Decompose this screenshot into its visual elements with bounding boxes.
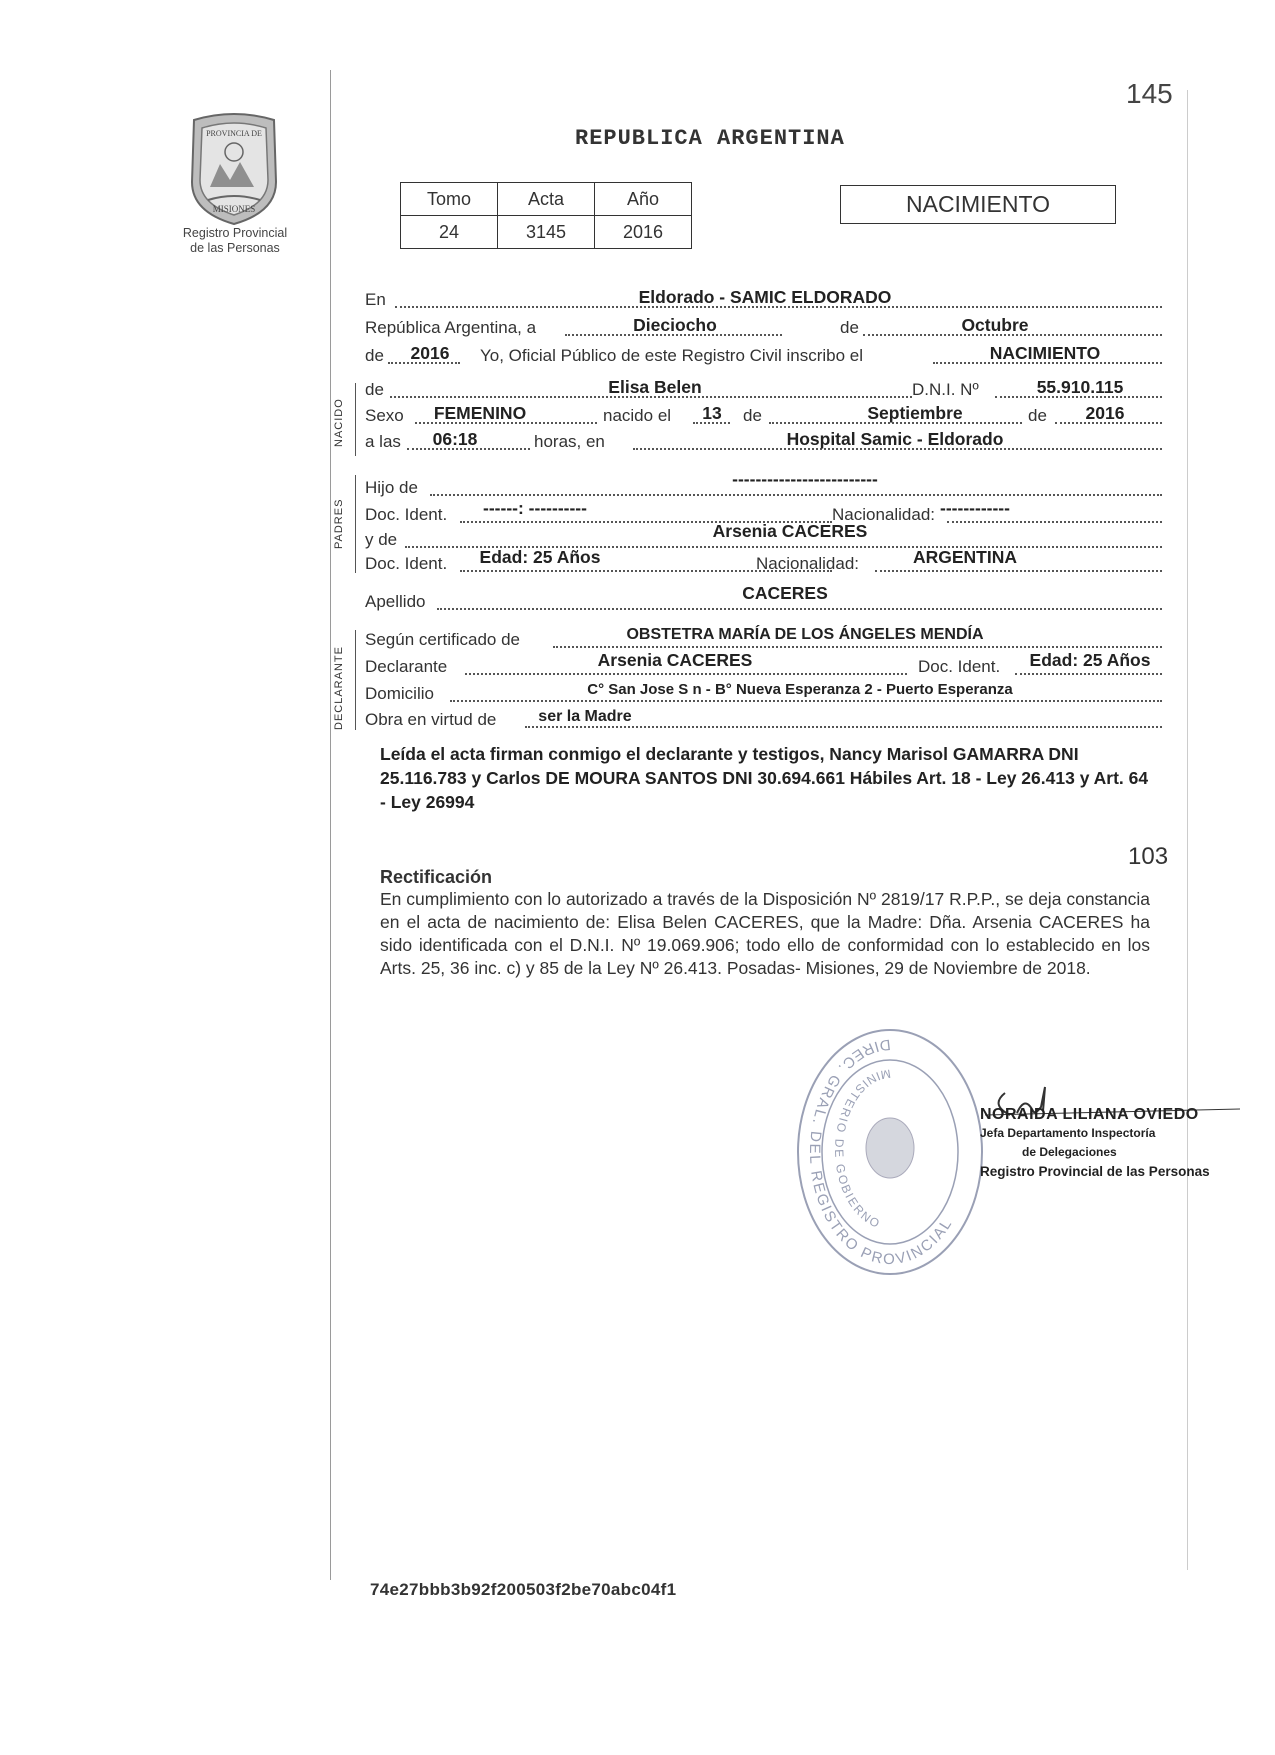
record-table-header-row	[401, 183, 692, 216]
registry-line2: de las Personas	[190, 241, 280, 255]
hijo-value: -------------------------	[732, 469, 878, 489]
side-label-nacido: NACIDO	[333, 398, 345, 447]
en-value: Eldorado - SAMIC ELDORADO	[638, 287, 892, 307]
record-table-value-row	[401, 216, 692, 249]
nac-anio-value: 2016	[1085, 403, 1125, 423]
row-obra	[365, 708, 1162, 730]
doc3-label: Doc. Ident.	[918, 657, 1001, 676]
row-republica	[365, 316, 1162, 338]
nac2-value: ARGENTINA	[912, 547, 1018, 567]
obra-value: ser la Madre	[538, 708, 632, 725]
republica-label: República Argentina, a	[365, 318, 537, 337]
registry-name	[165, 226, 305, 256]
stamp-inner-text: MINISTERIO DE GOBIERNO	[831, 1066, 892, 1232]
horas-label: horas, en	[534, 432, 605, 451]
row-hijo	[365, 469, 1162, 498]
registry-line1: Registro Provincial	[182, 226, 288, 240]
doc2-label: Doc. Ident.	[365, 554, 448, 573]
doc1-label: Doc. Ident.	[365, 505, 448, 524]
dots	[875, 570, 1162, 572]
record-header-acta: Acta	[498, 183, 595, 216]
signer-registry: Registro Provincial de las Personas	[980, 1164, 1210, 1179]
doc2-value: Edad: 25 Años	[479, 547, 601, 567]
nac2-label: Nacionalidad:	[756, 554, 860, 573]
record-value-acta: 3145	[498, 216, 595, 249]
a-las-label: a las	[365, 432, 401, 451]
de4-label: de	[743, 406, 762, 425]
nac1-label: Nacionalidad:	[832, 505, 936, 524]
signer-title: Jefa Departamento Inspectoría	[980, 1126, 1156, 1140]
record-table	[400, 182, 692, 249]
tipo-value: NACIMIENTO	[989, 343, 1101, 363]
margin-line	[330, 70, 331, 1580]
nac-dia-value: 13	[702, 403, 722, 423]
doc3-value: Edad: 25 Años	[1029, 650, 1151, 670]
dom-label: Domicilio	[365, 684, 434, 703]
en-label: En	[365, 290, 386, 309]
right-margin-line	[1187, 90, 1188, 1570]
rectificacion-heading: Rectificación	[380, 867, 493, 887]
registry-stamp-icon	[790, 1020, 990, 1280]
signer-department: de Delegaciones	[1022, 1145, 1117, 1159]
doc1-value: ------: ----------	[483, 498, 587, 518]
lugar-value: Hospital Samic - Eldorado	[786, 429, 1004, 449]
cert-value: OBSTETRA MARÍA DE LOS ÁNGELES MENDÍA	[626, 626, 984, 643]
row-en	[365, 288, 1162, 310]
dots	[947, 521, 1162, 523]
declarante-bracket	[355, 630, 356, 730]
row-doc2	[365, 547, 1162, 574]
nacido-bracket	[355, 383, 356, 456]
sexo-value: FEMENINO	[433, 403, 527, 423]
document-title: REPUBLICA ARGENTINA	[575, 126, 845, 151]
madre-value: Arsenia CACERES	[712, 521, 868, 541]
leida-paragraph: Leída el acta firman conmigo el declarante y testigos, Nancy Marisol GAMARRA DNI 25.116.783 y Carlos DE MOURA SANTOS DNI 30.694.661 Hábiles Art. 18 - Ley 26.413 y Art. 64 - Ley 26994	[380, 744, 1149, 812]
row-nombre	[365, 378, 1162, 400]
row-anio	[365, 344, 1162, 366]
side-label-declarante: DECLARANTE	[333, 646, 345, 730]
padres-bracket	[355, 475, 356, 573]
de-label: de	[840, 318, 859, 337]
dni-value: 55.910.115	[1036, 377, 1124, 397]
dots	[465, 673, 907, 675]
row-sexo	[365, 404, 1162, 426]
document-hash: 74e27bbb3b92f200503f2be70abc04f1	[370, 1580, 677, 1599]
cert-label: Según certificado de	[365, 630, 520, 649]
decl-value: Arsenia CACERES	[597, 650, 753, 670]
nac-mes-value: Septiembre	[867, 403, 963, 423]
de2-label: de	[365, 346, 384, 365]
hora-value: 06:18	[432, 429, 478, 449]
row-declarante	[365, 650, 1162, 677]
dots	[553, 646, 1162, 648]
row-domicilio	[365, 682, 1162, 704]
provincia-misiones-seal-icon	[180, 112, 288, 227]
record-value-anio: 2016	[595, 216, 692, 249]
nac1-value: ------------	[940, 498, 1010, 518]
sexo-label: Sexo	[365, 406, 404, 425]
dots	[525, 726, 1162, 728]
dots	[437, 608, 1162, 610]
logo-text-bottom: MISIONES	[212, 204, 256, 214]
nombre-value: Elisa Belen	[608, 377, 702, 397]
record-header-tomo: Tomo	[401, 183, 498, 216]
anio-value: 2016	[410, 343, 450, 363]
record-value-tomo: 24	[401, 216, 498, 249]
page-number: 145	[1126, 78, 1173, 109]
dots	[430, 494, 1162, 496]
rectificacion-number: 103	[1128, 843, 1169, 870]
mes-value: Octubre	[961, 315, 1029, 335]
yo-label: Yo, Oficial Público de este Registro Civil inscribo el	[480, 346, 863, 365]
apellido-label: Apellido	[365, 592, 426, 611]
nacido-label: nacido el	[603, 406, 672, 425]
record-type-box: NACIMIENTO	[840, 185, 1116, 224]
row-certificado	[365, 628, 1162, 650]
yde-label: y de	[365, 530, 398, 549]
side-label-padres: PADRES	[333, 498, 345, 549]
dni-label: D.N.I. Nº	[912, 380, 979, 399]
signature-block	[980, 1105, 1240, 1181]
signer-name: NORAIDA LILIANA OVIEDO	[980, 1106, 1199, 1123]
row-apellido	[365, 583, 1162, 612]
row-hora	[365, 430, 1162, 452]
decl-label: Declarante	[365, 657, 448, 676]
obra-label: Obra en virtud de	[365, 710, 497, 729]
rectificacion-text: En cumplimiento con lo autorizado a través de la Disposición Nº 2819/17 R.P.P., se deja constancia en el acta de nacimiento de: Elisa Belen CACERES, que la Madre: Dña. Arsenia CACERES ha sido identificada con el D.N.I. Nº 19.069.906; todo ello de conformidad con lo establecido en los Arts. 25, 36 inc. c) y 85 de la Ley Nº 26.413. Posadas- Misiones, 29 de Noviembre de 2018.	[380, 889, 1150, 978]
hijo-label: Hijo de	[365, 478, 418, 497]
dom-value: C° San Jose S n - B° Nueva Esperanza 2 - Puerto Esperanza	[587, 681, 1013, 698]
de3-label: de	[365, 380, 384, 399]
dia-value: Dieciocho	[633, 315, 717, 335]
dots	[1015, 673, 1162, 675]
stamp-ring-text: DIREC. GRAL. DEL REGISTRO PROVINCIAL	[805, 1035, 957, 1269]
apellido-value: CACERES	[742, 583, 828, 603]
dots	[450, 700, 1162, 702]
logo-text-top: PROVINCIA DE	[206, 129, 262, 138]
de5-label: de	[1028, 406, 1047, 425]
record-header-anio: Año	[595, 183, 692, 216]
